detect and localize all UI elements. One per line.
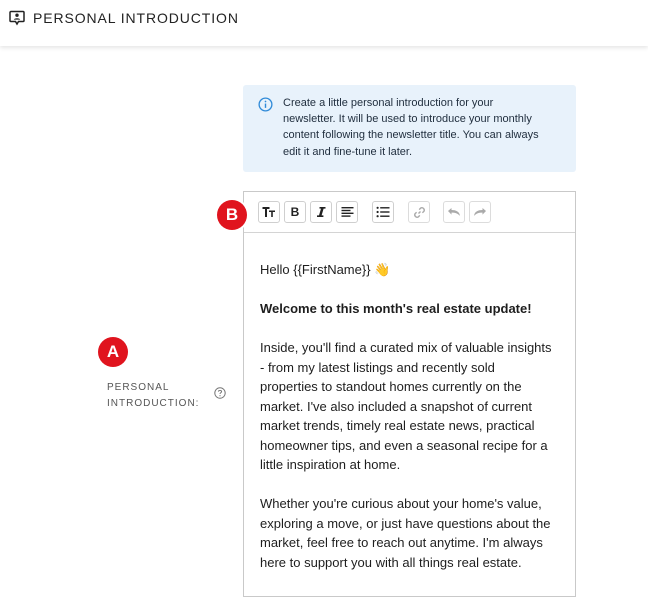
- para1-line: little inspiration at home.: [260, 457, 401, 472]
- link-icon: [413, 206, 426, 219]
- info-line: Create a little personal introduction for your: [283, 97, 494, 109]
- undo-button[interactable]: [443, 201, 465, 223]
- link-button[interactable]: [408, 201, 430, 223]
- italic-button[interactable]: [310, 201, 332, 223]
- para1-line: - from my latest listings and recently sold: [260, 359, 495, 375]
- person-speech-bubble-icon: [9, 10, 25, 26]
- info-notice: [243, 85, 576, 172]
- bold-button[interactable]: [284, 201, 306, 223]
- page-header: [0, 0, 648, 46]
- greeting-line: Hello {{FirstName}} 👋: [260, 262, 391, 277]
- text-size-button[interactable]: [258, 201, 280, 223]
- para2-line: exploring a move, or just have questions about the: [260, 515, 551, 531]
- redo-icon: [473, 207, 487, 217]
- list-button[interactable]: [372, 201, 394, 223]
- editor-toolbar: [244, 192, 575, 233]
- para1-line: Inside, you'll find a curated mix of valuable insights: [260, 340, 552, 355]
- align-left-icon: [341, 206, 354, 218]
- info-line: newsletter. It will be used to introduce your monthly: [283, 113, 532, 126]
- para2-line: here to support you with all things real estate.: [260, 554, 522, 570]
- bulleted-list-icon: [376, 206, 390, 218]
- align-button[interactable]: [336, 201, 358, 223]
- para1-line: market. I've also included a snapshot of current: [260, 398, 533, 414]
- question-circle-icon[interactable]: [214, 387, 226, 399]
- welcome-heading: Welcome to this month's real estate update!: [260, 301, 532, 316]
- para1-line: market trends, timely real estate news, practical: [260, 418, 535, 433]
- info-text: [283, 95, 563, 160]
- info-circle-icon: [258, 97, 273, 112]
- annotation-badge-b: B: [217, 200, 247, 230]
- label-line: PERSONAL: [107, 382, 170, 393]
- redo-button[interactable]: [469, 201, 491, 223]
- text-size-icon: [262, 206, 276, 218]
- info-line: edit it and fine-tune it later.: [283, 145, 413, 158]
- para1-line: properties to standout homes currently on the: [260, 379, 522, 394]
- annotation-badge-a: A: [98, 337, 128, 367]
- page-title: PERSONAL INTRODUCTION: [33, 10, 239, 26]
- para1-line: homeowner tips, and even a seasonal recipe for a: [260, 437, 548, 453]
- italic-icon: [316, 206, 326, 218]
- undo-icon: [447, 207, 461, 217]
- para2-line: Whether you're curious about your home's value,: [260, 496, 542, 511]
- info-line: content following the newsletter title. You can always: [283, 129, 539, 142]
- bold-icon: B: [290, 205, 300, 219]
- para2-line: market, feel free to reach out anytime. I'm always: [260, 535, 543, 550]
- label-line: INTRODUCTION:: [107, 398, 200, 409]
- rich-text-editor[interactable]: [243, 191, 576, 597]
- personal-introduction-label: [107, 380, 199, 412]
- editor-content[interactable]: [260, 260, 565, 572]
